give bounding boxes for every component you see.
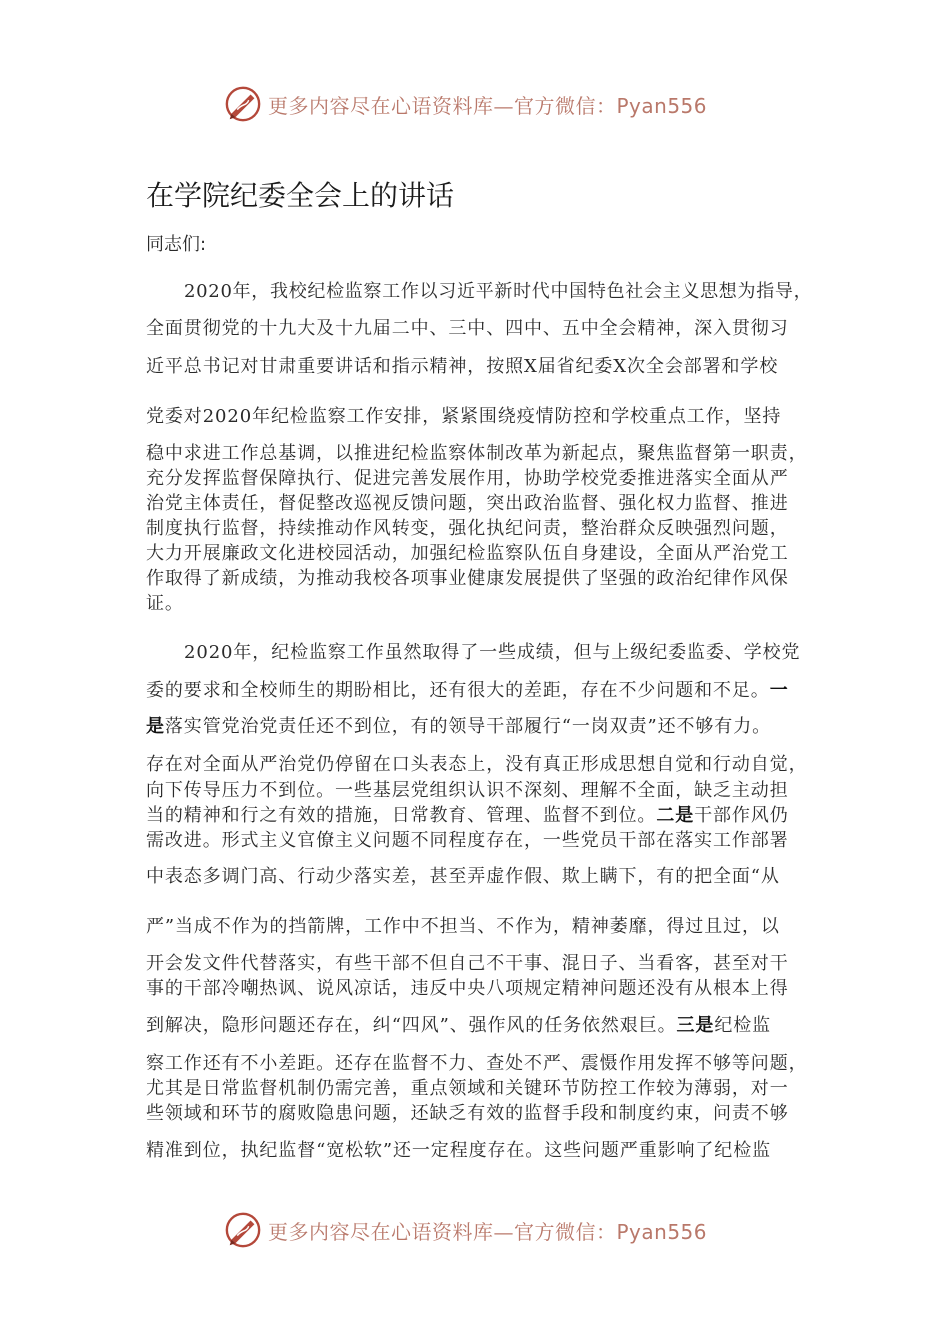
pen-logo-icon: [224, 1211, 262, 1249]
pen-logo-icon: [224, 85, 262, 123]
text-line: 证。: [146, 593, 184, 614]
text-line: 近平总书记对甘肃重要讲话和指示精神，按照X届省纪委X次全会部署和学校: [146, 356, 779, 377]
wechat-id: Pyan556: [616, 93, 708, 118]
text-line: 察工作还有不小差距。还存在监督不力、查处不严、震慑作用发挥不够等问题，: [146, 1053, 808, 1074]
text-line: 尤其是日常监督机制仍需完善，重点领域和关键环节防控工作较为薄弱，对一: [146, 1078, 789, 1099]
text-line: 大力开展廉政文化进校园活动，加强纪检监察队伍自身建设，全面从严治党工: [146, 543, 789, 564]
text-line: 党委对2020年纪检监察工作安排，紧紧围绕疫情防控和学校重点工作，坚持: [146, 406, 782, 427]
text-line: 是落实管党治党责任还不到位，有的领导干部履行“一岗双责”还不够有力。: [146, 716, 772, 737]
text-line: 精准到位，执纪监督“宽松软”还一定程度存在。这些问题严重影响了纪检监: [146, 1140, 772, 1161]
bottom-banner: [224, 1210, 707, 1250]
text-line: 向下传导压力不到位。一些基层党组织认识不深刻、理解不全面，缺乏主动担: [146, 780, 789, 801]
text-line: 中表态多调门高、行动少落实差，甚至弄虚作假、欺上瞒下，有的把全面“从: [146, 866, 780, 887]
text-line: 当的精神和行之有效的措施，日常教育、管理、监督不到位。二是干部作风仍: [146, 805, 789, 826]
page-title: 在学院纪委全会上的讲话: [146, 179, 455, 212]
text-line: 事的干部冷嘲热讽、说风凉话，违反中央八项规定精神问题还没有从根本上得: [146, 978, 789, 999]
text-line: 需改进。形式主义官僚主义问题不同程度存在，一些党员干部在落实工作部署: [146, 830, 789, 851]
text-line: 2020年，纪检监察工作虽然取得了一些成绩，但与上级纪委监委、学校党: [184, 642, 801, 663]
text-line: 到解决，隐形问题还存在，纠“四风”、强作风的任务依然艰巨。三是纪检监: [146, 1015, 772, 1036]
top-banner: [224, 84, 707, 124]
text-line: 稳中求进工作总基调，以推进纪检监察体制改革为新起点，聚焦监督第一职责，: [146, 443, 808, 464]
text-line: 治党主体责任，督促整改巡视反馈问题，突出政治监督、强化权力监督、推进: [146, 493, 789, 514]
text-line: 全面贯彻党的十九大及十九届二中、三中、四中、五中全会精神，深入贯彻习: [146, 318, 789, 339]
banner-text: 更多内容尽在心语资料库—官方微信：Pyan556: [268, 1219, 708, 1244]
text-line: 制度执行监督，持续推动作风转变，强化执纪问责，整治群众反映强烈问题，: [146, 518, 789, 539]
wechat-id: Pyan556: [616, 1219, 708, 1244]
text-line: 些领域和环节的腐败隐患问题，还缺乏有效的监督手段和制度约束，问责不够: [146, 1103, 789, 1124]
salutation: 同志们:: [146, 234, 207, 255]
text-line: 委的要求和全校师生的期盼相比，还有很大的差距，存在不少问题和不足。一: [146, 680, 789, 701]
banner-text: 更多内容尽在心语资料库—官方微信：Pyan556: [268, 93, 708, 118]
text-line: 严”当成不作为的挡箭牌，工作中不担当、不作为，精神萎靡，得过且过，以: [146, 916, 780, 937]
text-line: 充分发挥监督保障执行、促进完善发展作用，协助学校党委推进落实全面从严: [146, 468, 789, 489]
text-line: 开会发文件代替落实，有些干部不但自己不干事、混日子、当看客，甚至对干: [146, 953, 789, 974]
text-line: 存在对全面从严治党仍停留在口头表态上，没有真正形成思想自觉和行动自觉，: [146, 754, 808, 775]
text-line: 作取得了新成绩，为推动我校各项事业健康发展提供了坚强的政治纪律作风保: [146, 568, 789, 589]
text-line: 2020年，我校纪检监察工作以习近平新时代中国特色社会主义思想为指导，: [184, 281, 813, 302]
